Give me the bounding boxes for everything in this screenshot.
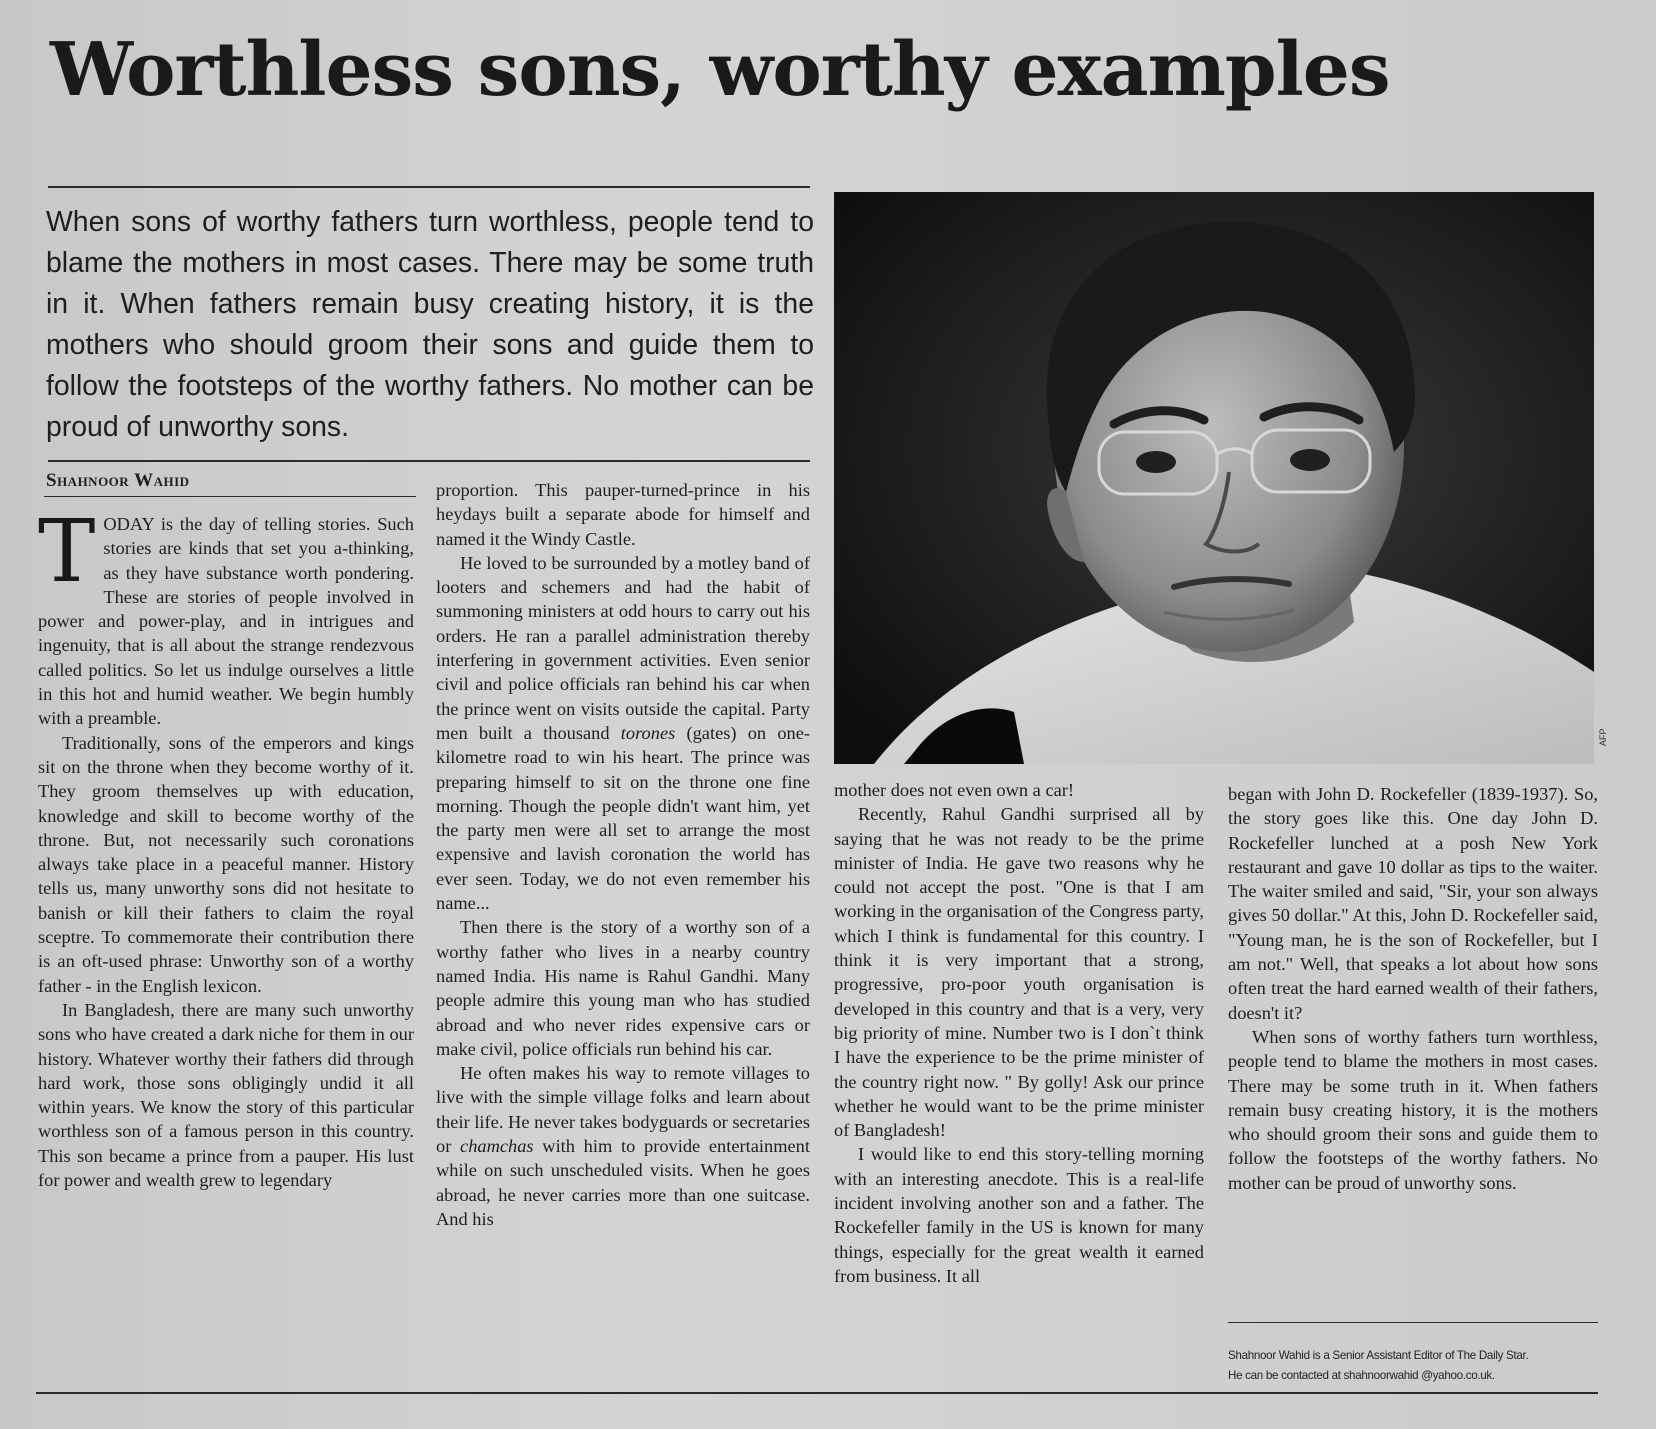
article-column-2 [436, 478, 810, 1231]
article-paragraph: Traditionally, sons of the emperors and kings sit on the throne when they become worthy of it. They groom themselves up with education, knowledge and skill to become worthy of the throne. But, not necessarily such coronations always take place in a peaceful manner. History tells us, many unworthy sons did not hesitate to banish or kill their fathers to claim the royal sceptre. To commemorate their contribution there is an oft-used phrase: Unworthy son of a worthy father - in the English lexicon. [38, 732, 414, 996]
paragraph-text: with him to provide entertainment while on such unscheduled visits. When he goes abroad, he never carries more than one suitcase. And his [436, 1136, 810, 1229]
article-paragraph [436, 1061, 810, 1231]
paragraph-text: ODAY is the day of telling stories. Such stories are kinds that set you a-thinking, as they have substance worth pondering. These are stories of people involved in power and power-play, and in intrigues and ingenuity, that is all about the strange rendezvous called politics. So let us indulge ourselves a little in this hot and humid weather. We begin humbly with a preamble. [38, 514, 414, 729]
intro-bottom-rule [48, 460, 810, 462]
article-column-4 [1228, 782, 1598, 1195]
headline: Worthless sons, worthy examples [50, 27, 1390, 113]
article-column-1 [38, 502, 414, 1192]
paragraph-text: He loved to be surrounded by a motley band of looters and schemers and had the habit of summoning ministers at odd hours to carry out his orders. He ran a parallel administration thereby interfering in government activities. Even senior civil and police officials ran behind his car when the prince went on visits outside the capital. Party men built a thousand [436, 552, 810, 743]
article-paragraph: Recently, Rahul Gandhi surprised all by saying that he was not ready to be the prime minister of India. He gave two reasons why he could not accept the post. "One is that I am working in the organisation of the Congress party, which I think is fundamental for this country. I think it is very important that a strong, progressive, pro-poor youth organisation is developed in this country and that is a very, very big priority of mine. Number two is I don`t think I have the experience to be the prime minister of the country right now. " By golly! Ask our prince whether he would want to be the prime minister of Bangladesh! [834, 804, 1204, 1141]
article-paragraph: proportion. This pauper-turned-prince in his heydays built a separate abode for himself and named it the Windy Castle. [436, 480, 810, 549]
drop-cap: T [38, 502, 96, 602]
intro-blurb: When sons of worthy fathers turn worthless, people tend to blame the mothers in most cases. There may be some truth in it. When fathers remain busy creating history, it is the mothers who should groom their sons and guide them to follow the footsteps of the worthy fathers. No mother can be proud of unworthy sons. [46, 206, 814, 443]
byline-rule [44, 496, 416, 497]
italic-term: chamchas [460, 1136, 534, 1157]
paragraph-text: He often makes his way to remote villages to live with the simple village folks and learn about their life. He never takes bodyguards or secretaries or [436, 1063, 810, 1157]
article-paragraph: began with John D. Rockefeller (1839-1937). So, the story goes like this. One day John D. Rockefeller lunched at a posh New York restaurant and gave 10 dollar as tips to the waiter. The waiter smiled and said, "Sir, your son always gives 50 dollar." At this, John D. Rockefeller said, "Young man, he is the son of Rockefeller, but I am not." Well, that speaks a lot about how sons often treat the hard earned wealth of their fathers, doesn't it? [1228, 784, 1598, 1023]
article-paragraph [436, 551, 810, 915]
author-bio [1228, 1346, 1608, 1386]
paragraph-text: (gates) on one-kilometre road to win his heart. The prince was preparing himself to sit on the throne one fine morning. Though the people didn't want him, yet the party men were all set to arrange the most expensive and lavish coronation the world has ever seen. Today, we do not even remember his name... [436, 722, 810, 914]
article-paragraph: When sons of worthy fathers turn worthless, people tend to blame the mothers in most cases. There may be some truth in it. When fathers remain busy creating history, it is the mothers who should groom their sons and guide them to follow the footsteps of the worthy fathers. No mother can be proud of unworthy sons. [1228, 1026, 1598, 1193]
photo-credit: AFP [1598, 728, 1608, 746]
article-paragraph: Then there is the story of a worthy son of a worthy father who lives in a nearby country named India. His name is Rahul Gandhi. Many people admire this young man who has studied abroad and who never rides expensive cars or make civil, police officials run behind his car. [436, 917, 810, 1059]
intro-top-rule [48, 186, 810, 188]
bio-line: He can be contacted at shahnoorwahid @yahoo.co.uk. [1228, 1369, 1495, 1382]
article-paragraph [38, 502, 414, 731]
article-column-3 [834, 778, 1204, 1288]
article-paragraph: In Bangladesh, there are many such unworthy sons who have created a dark niche for them in our history. Whatever worthy their fathers did through hard work, those sons obligingly undid it all within years. We know the story of this particular worthless son of a famous person in this country. This son became a prince from a pauper. His lust for power and wealth grew to legendary [38, 999, 414, 1191]
byline: Shahnoor Wahid [46, 470, 190, 491]
bio-rule [1228, 1322, 1598, 1323]
bottom-rule [36, 1392, 1598, 1394]
article-paragraph: I would like to end this story-telling morning with an interesting anecdote. This is a real-life incident involving another son and a father. The Rockefeller family in the US is known for many things, especially for the great wealth it earned from business. It all [834, 1144, 1204, 1286]
portrait-illustration [834, 192, 1594, 764]
portrait-photo [834, 192, 1594, 764]
bio-line: Shahnoor Wahid is a Senior Assistant Editor of The Daily Star. [1228, 1349, 1529, 1362]
article-paragraph: mother does not even own a car! [834, 780, 1075, 800]
italic-term: torones [620, 722, 676, 743]
